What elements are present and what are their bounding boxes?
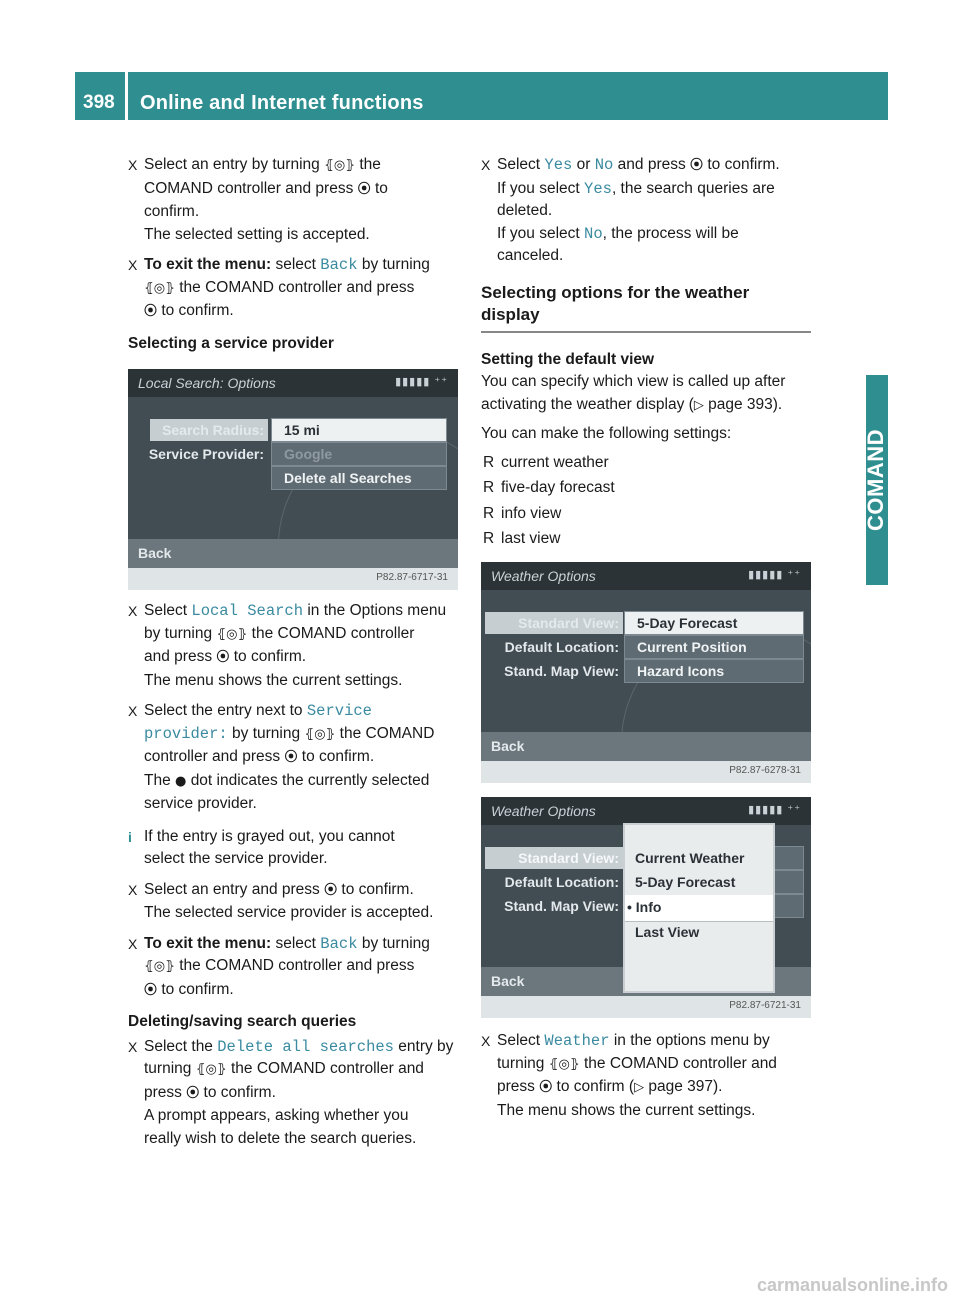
side-tab bbox=[863, 375, 888, 585]
standard-view-label: Standard View: bbox=[518, 850, 619, 866]
signal-icon: ▮▮▮▮▮ ⁺⁺ bbox=[395, 376, 448, 388]
search-radius-value[interactable]: 15 mi bbox=[271, 418, 447, 442]
controller-press-icon: ⦿ bbox=[357, 181, 371, 197]
option-info-selected[interactable]: • Info bbox=[627, 899, 662, 915]
step: X Select an entry by turning ⦃◎⦄ the COMAND controller and press ⦿ to confirm. The selected setting is accepted. bbox=[128, 156, 388, 243]
map-view-label: Stand. Map View: bbox=[504, 898, 619, 914]
section-heading: Deleting/saving search queries bbox=[128, 1013, 357, 1030]
screen-title: Local Search: Options bbox=[138, 375, 276, 391]
signal-icon: ▮▮▮▮▮ ⁺⁺ bbox=[748, 569, 801, 581]
radio-dot-icon: ● bbox=[175, 773, 187, 789]
step: X To exit the menu: select Back by turning ⦃◎⦄ the COMAND controller and press ⦿ to confirm. bbox=[128, 256, 430, 319]
step: X Select the Delete all searches entry by turning ⦃◎⦄ the COMAND controller and press ⦿ to confirm. A prompt appears, asking whether you really wish to delete the search queries. bbox=[128, 1037, 454, 1147]
signal-icon: ▮▮▮▮▮ ⁺⁺ bbox=[748, 804, 801, 816]
standard-view-value[interactable]: 5-Day Forecast bbox=[624, 611, 804, 635]
map-view-label: Stand. Map View: bbox=[504, 663, 619, 679]
list-item: R last view bbox=[483, 530, 561, 547]
left-column bbox=[128, 154, 463, 355]
back-button[interactable]: Back bbox=[481, 967, 811, 997]
figure-code: P82.87-6278-31 bbox=[729, 765, 801, 776]
figure-code: P82.87-6721-31 bbox=[729, 1000, 801, 1011]
step: X To exit the menu: select Back by turning ⦃◎⦄ the COMAND controller and press ⦿ to confirm. bbox=[128, 934, 430, 998]
settings-list bbox=[481, 452, 816, 551]
default-location-value[interactable]: Current Position bbox=[624, 635, 804, 659]
info-icon: i bbox=[128, 828, 132, 845]
service-provider-label: Service Provider: bbox=[148, 446, 264, 462]
left-column-cont bbox=[128, 600, 463, 1150]
section-heading: Selecting a service provider bbox=[128, 334, 334, 352]
figure-code: P82.87-6717-31 bbox=[376, 572, 448, 583]
weather-options-screen: Weather Options ▮▮▮▮▮ ⁺⁺ Standard View: 5-Day Forecast Default Location: Current Position Stand. Map View: Hazard Icons Back P82.87-6278-31 bbox=[481, 562, 811, 783]
controller-press-icon: ⦿ bbox=[216, 650, 230, 665]
chapter-header bbox=[128, 72, 888, 120]
arrow-icon: X bbox=[128, 157, 138, 173]
delete-all-searches-option[interactable]: Delete all Searches bbox=[271, 466, 447, 490]
list-item: R current weather bbox=[483, 453, 609, 471]
controller-turn-icon: ⦃◎⦄ bbox=[144, 280, 175, 296]
local-search-options-screen bbox=[128, 369, 458, 590]
page-ref-icon: ▷ bbox=[693, 397, 704, 413]
standard-view-label: Standard View: bbox=[518, 615, 619, 631]
search-radius-label: Search Radius: bbox=[162, 422, 264, 438]
list-item: R info view bbox=[483, 504, 562, 522]
page-number: 398 bbox=[83, 92, 115, 113]
option-current-weather[interactable]: Current Weather bbox=[635, 850, 745, 866]
controller-turn-icon: ⦃◎⦄ bbox=[324, 158, 356, 173]
info-note: i If the entry is grayed out, you cannot select the service provider. bbox=[128, 827, 395, 867]
controller-press-icon: ⦿ bbox=[144, 304, 158, 319]
page-number-block bbox=[75, 72, 125, 120]
section-heading: Selecting options for the weather display bbox=[481, 282, 811, 333]
step: X Select Weather in the options menu by turning ⦃◎⦄ the COMAND controller and press ⦿ to confirm (▷ page 397). The menu shows the current settings. bbox=[481, 1032, 777, 1119]
step: X Select Yes or No and press ⦿ to confirm. If you select Yes, the search queries are deleted. If you select No, the process will be canceled. bbox=[481, 156, 780, 264]
paragraph: You can make the following settings: bbox=[481, 425, 732, 442]
default-location-label: Default Location: bbox=[504, 874, 619, 890]
standard-view-dropdown[interactable] bbox=[623, 823, 775, 993]
option-5-day-forecast[interactable]: 5-Day Forecast bbox=[635, 874, 736, 890]
side-tab-label: COMAND bbox=[863, 429, 888, 531]
map-view-value[interactable]: Hazard Icons bbox=[624, 659, 804, 683]
right-column-cont bbox=[481, 1030, 816, 1122]
paragraph: You can specify which view is called up after activating the weather display (▷ page 393). bbox=[481, 373, 786, 413]
controller-turn-icon: ⦃◎⦄ bbox=[216, 626, 248, 642]
list-item: R five-day forecast bbox=[483, 479, 615, 496]
back-button[interactable]: Back bbox=[128, 539, 458, 569]
right-column bbox=[481, 154, 816, 551]
watermark: carmanualsonline.info bbox=[756, 1275, 948, 1295]
step: X Select an entry and press ⦿ to confirm. The selected service provider is accepted. bbox=[128, 880, 434, 921]
subheading: Setting the default view bbox=[481, 350, 655, 368]
weather-options-dropdown-screen: Weather Options ▮▮▮▮▮ ⁺⁺ Standard View: Default Location: Stand. Map View: Back Current Weather 5-Day Forecast • Info Last View P82.87-6721-31 bbox=[481, 797, 811, 1018]
default-location-label: Default Location: bbox=[504, 639, 619, 655]
step: X Select the entry next to Service provider: by turning ⦃◎⦄ the COMAND controller and press ⦿ to confirm. The ● dot indicates the currently selected service provider. bbox=[128, 702, 435, 812]
arrow-icon: X bbox=[128, 257, 138, 273]
back-button[interactable]: Back bbox=[481, 732, 811, 762]
chapter-title: Online and Internet functions bbox=[140, 92, 424, 114]
option-last-view[interactable]: Last View bbox=[635, 924, 700, 940]
service-provider-value[interactable]: Google bbox=[271, 442, 447, 466]
step: X Select Local Search in the Options menu by turning ⦃◎⦄ the COMAND controller and press ⦿ to confirm. The menu shows the current settings. bbox=[128, 602, 447, 689]
